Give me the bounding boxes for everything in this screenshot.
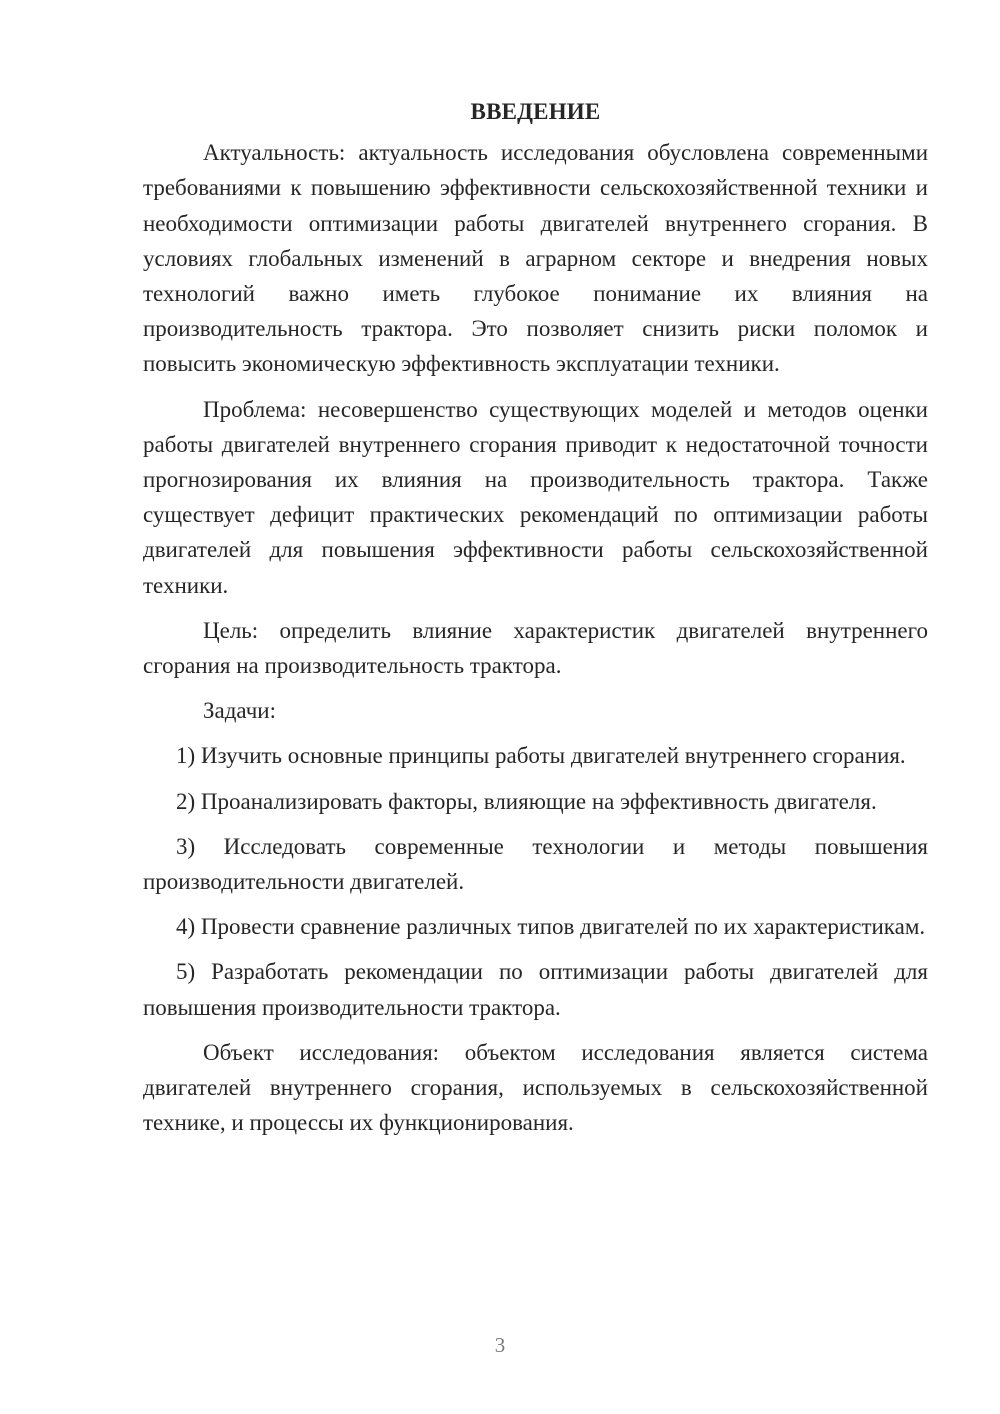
goal-paragraph: Цель: определить влияние характеристик двигателей внутреннего сгорания на производительность трактора.	[143, 617, 928, 679]
page-content	[143, 94, 928, 1140]
problem-paragraph: Проблема: несовершенство существующих моделей и методов оценки работы двигателей внутреннего сгорания приводит к недостаточной точности прогнозирования их влияния на производительность трактора. Также существует дефицит практических рекомендаций по оптимизации работы двигателей для повышения эффективности работы сельскохозяйственной техники.	[143, 396, 928, 598]
task-item-5: 5) Разработать рекомендации по оптимизации работы двигателей для повышения производительности трактора.	[143, 959, 928, 1020]
task-item-1: 1) Изучить основные принципы работы двигателей внутреннего сгорания.	[176, 743, 906, 769]
tasks-heading: Задачи:	[203, 698, 276, 724]
page-number: 3	[494, 1333, 506, 1357]
section-title: ВВЕДЕНИЕ	[470, 99, 601, 124]
relevance-paragraph: Актуальность: актуальность исследования обусловлена современными требованиями к повышению эффективности сельскохозяйственной техники и необходимости оптимизации работы двигателей внутреннего сгорания. В условиях глобальных изменений в аграрном секторе и внедрения новых технологий важно иметь глубокое понимание их влияния на производительность трактора. Это позволяет снизить риски поломок и повысить экономическую эффективность эксплуатации техники.	[143, 140, 928, 377]
task-item-3: 3) Исследовать современные технологии и методы повышения производительности двигателей.	[143, 833, 928, 895]
task-item-4: 4) Провести сравнение различных типов двигателей по их характеристикам.	[176, 914, 926, 940]
task-item-2: 2) Проанализировать факторы, влияющие на эффективность двигателя.	[176, 788, 877, 814]
object-paragraph: Объект исследования: объектом исследования является система двигателей внутреннего сгорания, используемых в сельскохозяйственной технике, и процессы их функционирования.	[143, 1039, 928, 1136]
